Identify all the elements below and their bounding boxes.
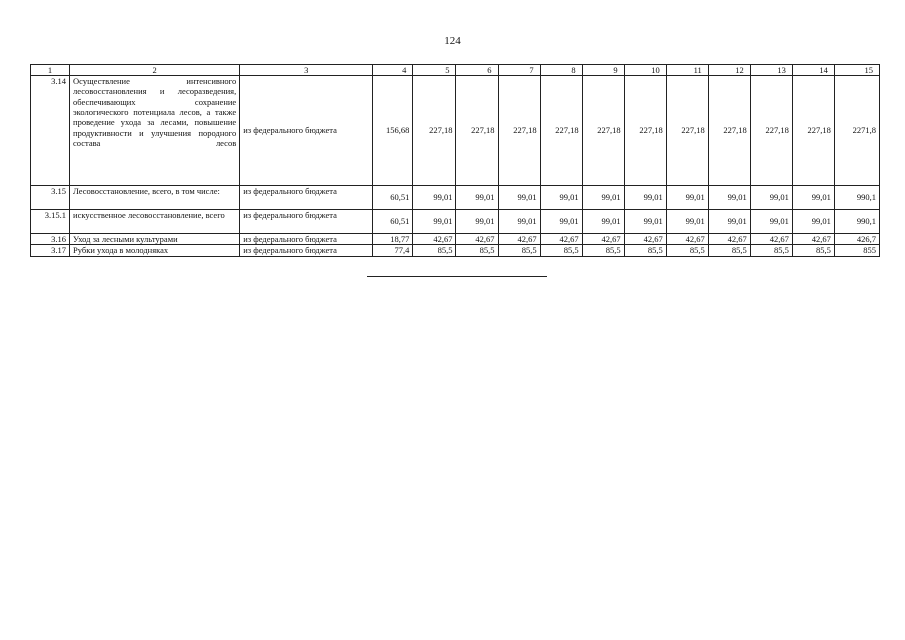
value-cell: 18,77 [373,234,413,245]
value-cell: 227,18 [708,76,750,186]
header-row [31,65,880,76]
value-cell: 99,01 [708,210,750,234]
value-cell: 42,67 [540,234,582,245]
value-cell: 227,18 [582,76,624,186]
value-cell: 99,01 [750,186,792,210]
column-header: 7 [498,65,540,76]
value-cell: 99,01 [666,210,708,234]
value-cell: 60,51 [373,186,413,210]
value-cell: 227,18 [498,76,540,186]
table-row [31,210,880,234]
column-header: 5 [413,65,456,76]
value-cell: 42,67 [498,234,540,245]
value-cell: 99,01 [624,210,666,234]
value-cell: 99,01 [413,186,456,210]
value-cell: 42,67 [792,234,834,245]
value-cell: 85,5 [750,245,792,256]
value-cell: 85,5 [624,245,666,256]
value-cell: 60,51 [373,210,413,234]
value-cell: 99,01 [750,210,792,234]
value-cell: 227,18 [456,76,498,186]
value-cell: 85,5 [413,245,456,256]
footer-rule [367,276,547,277]
value-cell: 42,67 [666,234,708,245]
value-cell: 42,67 [750,234,792,245]
value-cell: 855 [834,245,879,256]
row-code: 3.16 [31,234,70,245]
value-cell: 42,67 [582,234,624,245]
column-header: 13 [750,65,792,76]
value-cell: 99,01 [792,186,834,210]
row-code: 3.14 [31,76,70,186]
row-source: из федерального бюджета [240,245,373,256]
value-cell: 99,01 [582,186,624,210]
value-cell: 156,68 [373,76,413,186]
column-header: 1 [31,65,70,76]
value-cell: 42,67 [413,234,456,245]
row-source: из федерального бюджета [240,76,373,186]
column-header: 11 [666,65,708,76]
value-cell: 85,5 [582,245,624,256]
column-header: 15 [834,65,879,76]
table-row [31,76,880,186]
value-cell: 85,5 [498,245,540,256]
table-row [31,186,880,210]
value-cell: 227,18 [792,76,834,186]
row-name: Уход за лесными культурами [70,234,240,245]
value-cell: 42,67 [624,234,666,245]
column-header: 2 [70,65,240,76]
value-cell: 2271,8 [834,76,879,186]
value-cell: 99,01 [582,210,624,234]
value-cell: 227,18 [540,76,582,186]
value-cell: 99,01 [624,186,666,210]
table-row [31,245,880,256]
row-name: Осуществление интенсивного лесовосстановления и лесоразведения, обеспечивающих сохранение экологического потенциала лесов, а также проведение ухода за лесами, повышение продуктивности и улучшения породного состава лесов [70,76,240,186]
value-cell: 99,01 [540,186,582,210]
column-header: 3 [240,65,373,76]
value-cell: 42,67 [456,234,498,245]
row-name: искусственное лесовосстановление, всего [70,210,240,234]
row-code: 3.17 [31,245,70,256]
value-cell: 99,01 [540,210,582,234]
value-cell: 99,01 [456,210,498,234]
value-cell: 42,67 [708,234,750,245]
value-cell: 227,18 [666,76,708,186]
value-cell: 99,01 [498,210,540,234]
row-name: Рубки ухода в молодняках [70,245,240,256]
column-header: 10 [624,65,666,76]
value-cell: 99,01 [456,186,498,210]
value-cell: 85,5 [792,245,834,256]
value-cell: 227,18 [750,76,792,186]
row-code: 3.15.1 [31,210,70,234]
value-cell: 227,18 [624,76,666,186]
column-header: 6 [456,65,498,76]
page-number: 124 [444,35,461,47]
value-cell: 99,01 [666,186,708,210]
value-cell: 227,18 [413,76,456,186]
value-cell: 85,5 [708,245,750,256]
table-row [31,234,880,245]
column-header: 14 [792,65,834,76]
column-header: 8 [540,65,582,76]
value-cell: 426,7 [834,234,879,245]
row-source: из федерального бюджета [240,186,373,210]
value-cell: 99,01 [413,210,456,234]
value-cell: 99,01 [708,186,750,210]
row-code: 3.15 [31,186,70,210]
value-cell: 77,4 [373,245,413,256]
column-header: 9 [582,65,624,76]
value-cell: 85,5 [456,245,498,256]
value-cell: 99,01 [792,210,834,234]
column-header: 4 [373,65,413,76]
row-source: из федерального бюджета [240,210,373,234]
value-cell: 99,01 [498,186,540,210]
row-source: из федерального бюджета [240,234,373,245]
value-cell: 990,1 [834,210,879,234]
value-cell: 85,5 [540,245,582,256]
row-name: Лесовосстановление, всего, в том числе: [70,186,240,210]
value-cell: 85,5 [666,245,708,256]
value-cell: 990,1 [834,186,879,210]
budget-table [30,64,880,257]
column-header: 12 [708,65,750,76]
